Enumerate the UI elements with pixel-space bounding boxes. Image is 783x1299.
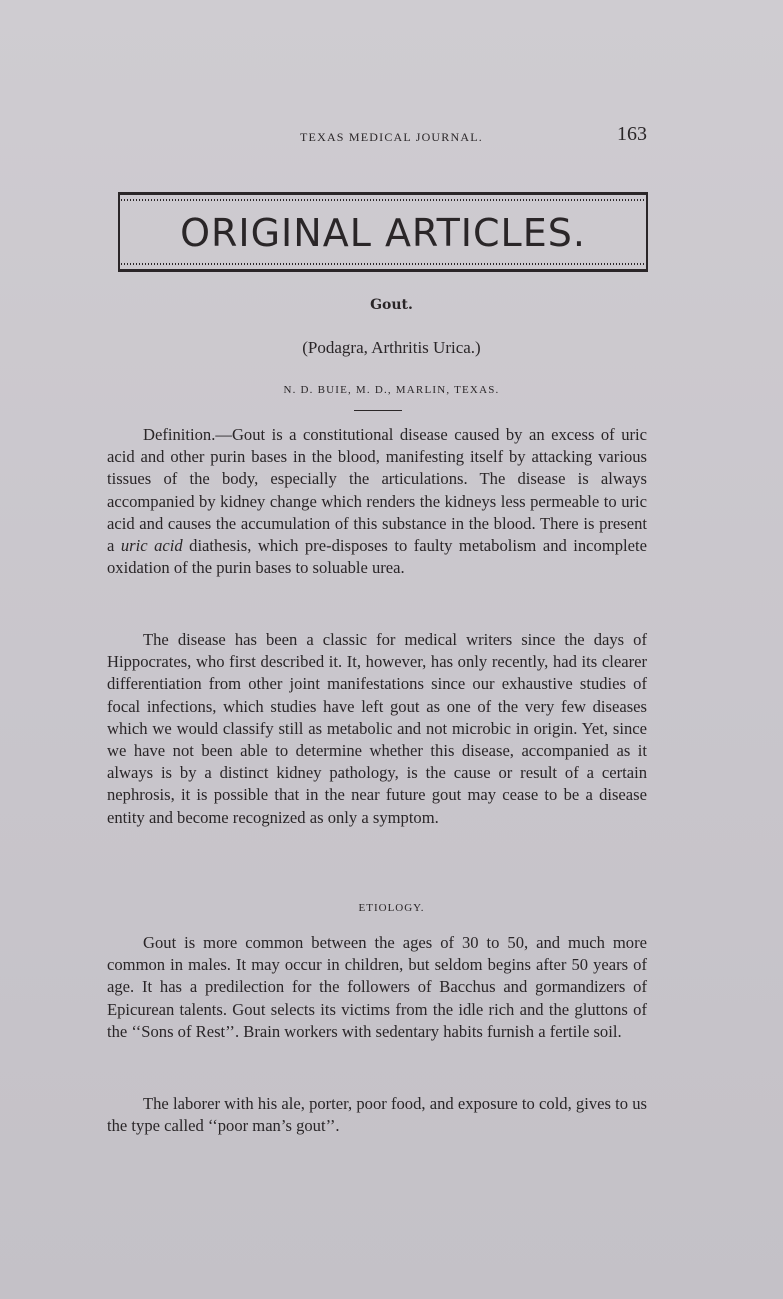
history-text: The disease has been a classic for medical writers since the days of Hippocrates, who first described it. It, however, has only recently, had its clearer differentiation from other joint manifestations since our exhaustive studies of focal infections, which studies have left gout as one of the very few diseases which we would classify still as metabolic and not microbic in origin. Yet, since we have not been able to determine whether this disease, accompanied as it always is by a distinct kidney pathology, is the cause or result of a certain nephrosis, it is possible that in the near future gout may cease to be a disease entity and become recognized as only a symptom.: [107, 630, 647, 827]
etiology-text: Gout is more common between the ages of 30 to 50, and much more common in males. It may occur in children, but seldom begins after 50 years of age. It has a predilection for the followers of Bacchus and gormandizers of Epicurean talents. Gout selects its victims from the idle rich and the gluttons of the ‘‘Sons of Rest’’. Brain workers with sedentary habits furnish a fertile soil.: [107, 933, 647, 1041]
etiology-heading: ETIOLOGY.: [358, 902, 425, 914]
running-head: TEXAS MEDICAL JOURNAL.: [300, 130, 483, 144]
definition-text-end: diathesis, which pre-disposes to faulty metabolism and incomplete oxidation of the purin bases to soluable urea.: [107, 536, 648, 578]
definition-italic-term: uric acid: [120, 536, 183, 556]
definition-text-start: Definition.—Gout is a constitutional disease caused by an excess of uric acid and other purin bases in the blood, manifesting itself by attacking various tissues of the body, especially the articulations. The disease is always accompanied by kidney change which renders the kidneys less permeable to uric acid and causes the accumulation of this substance in the blood. There is present a: [107, 425, 647, 556]
divider-rule: [354, 410, 402, 411]
paragraph-laborer: [107, 1093, 647, 1137]
author-byline: N. D. BUIE, M. D., MARLIN, TEXAS.: [283, 384, 500, 396]
section-banner: [118, 192, 648, 272]
laborer-text: The laborer with his ale, porter, poor food, and exposure to cold, gives to us the type called ‘‘poor man’s gout’’.: [107, 1094, 647, 1136]
paragraph-definition: [107, 424, 647, 579]
page-number: 163: [617, 123, 647, 145]
paragraph-history: [107, 629, 647, 829]
section-banner-title: ORIGINAL ARTICLES.: [180, 211, 586, 255]
article-subtitle: (Podagra, Arthritis Urica.): [302, 338, 481, 357]
paragraph-etiology: [107, 932, 647, 1043]
article-title: Gout.: [370, 297, 413, 313]
